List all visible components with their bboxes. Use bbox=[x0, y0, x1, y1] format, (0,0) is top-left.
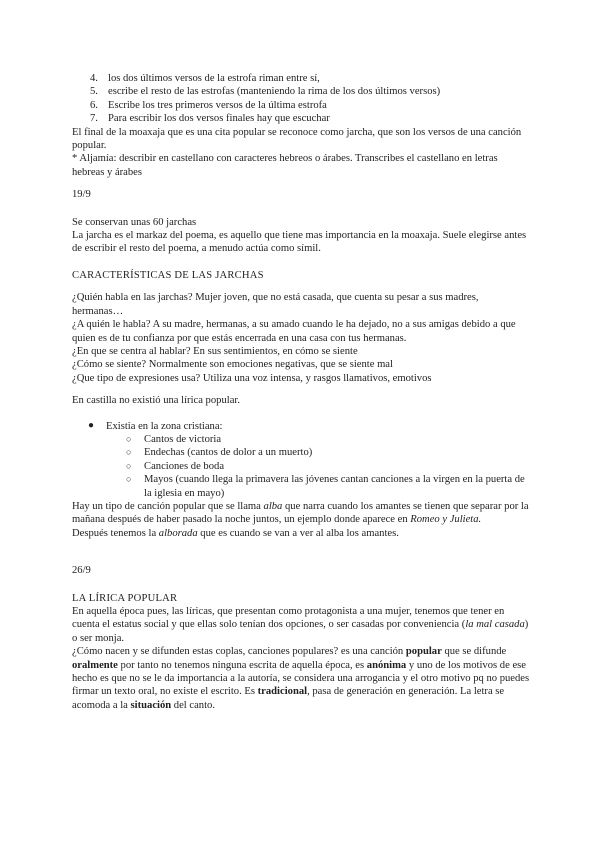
aljamia-note: * Aljamía: describir en castellano con caracteres hebreos o árabes. Transcribes el castellano en letras hebreas y árabes bbox=[72, 153, 498, 178]
bullet-icon: ● bbox=[88, 419, 95, 431]
circle-bullet-icon: ○ bbox=[126, 460, 132, 471]
sub-list-item: ○ Mayos (cuando llega la primavera las jóvenes cantan canciones a la virgen en la puerta de la iglesia en mayo) bbox=[126, 474, 525, 499]
question-line: ¿Que tipo de expresiones usa? Utiliza una voz intensa, y rasgos llamativos, emotivos bbox=[72, 372, 432, 384]
section-heading: LA LÍRICA POPULAR bbox=[72, 592, 178, 604]
question-line: ¿A quién le habla? A su madre, hermanas, a su amado cuando le ha dejado, no a sus amigas debido a que quien es de tu confianza por que estás encerrada en una casa con tus hermanas. bbox=[72, 319, 516, 344]
list-item: 4. los dos últimos versos de la estrofa riman entre sí, bbox=[90, 73, 320, 84]
question-line: ¿Quién habla en las jarchas? Mujer joven, que no está casada, que cuenta su pesar a sus madres, hermanas… bbox=[72, 292, 479, 317]
list-item: 7. Para escribir los dos versos finales hay que escuchar bbox=[90, 113, 330, 125]
sub-list-item: ○ Canciones de boda bbox=[126, 460, 225, 472]
sub-list-item: ○ Cantos de victoria bbox=[126, 433, 222, 445]
section-heading: CARACTERÍSTICAS DE LAS JARCHAS bbox=[72, 269, 264, 281]
list-item: 5. escribe el resto de las estrofas (manteniendo la rima de los dos últimos versos) bbox=[90, 86, 441, 98]
sub-list-item: ○ Endechas (cantos de dolor a un muerto) bbox=[126, 447, 313, 459]
alba-paragraph: Hay un tipo de canción popular que se llama alba que narra cuando los amantes se tienen que separar por la mañana después de haber pasado la noche juntos, un ejemplo donde aparece en Romeo y Julieta. bbox=[72, 500, 529, 526]
paragraph: Se conservan unas 60 jarchas bbox=[72, 216, 197, 228]
question-line: ¿Cómo se siente? Normalmente son emociones negativas, que se siente mal bbox=[72, 359, 393, 371]
date-heading: 19/9 bbox=[72, 189, 91, 201]
bullet-item: ● Existia en la zona cristiana: bbox=[88, 419, 223, 432]
epoca-paragraph: En aquella época pues, las líricas, que presentan como protagonista a una mujer, tenemos que tener en cuenta el estatus social y que ellas solo tenían dos opciones, o ser casadas por conveniencia (la mal casada) o ser monja. bbox=[72, 606, 529, 644]
paragraph: En castilla no existió una lírica popular. bbox=[72, 395, 240, 407]
coplas-paragraph: ¿Cómo nacen y se difunden estas coplas, canciones populares? es una canción popular que se difunde oralmente por tanto no tenemos ninguna escrita de aquella época, es anónima y uno de los motivos de ese hecho es que no se le da importancia a la autoría, se considera una arrogancia y el otro motivo pq no puedes firmar un texto oral, no existe el escrito. Es tradicional, pasa de generación en generación. La letra se acomoda a la situación del canto. bbox=[72, 646, 530, 711]
question-line: ¿En que se centra al hablar? En sus sentimientos, en cómo se siente bbox=[72, 345, 358, 357]
date-heading: 26/9 bbox=[72, 565, 91, 577]
alborada-paragraph: Después tenemos la alborada que es cuando se van a ver al alba los amantes. bbox=[72, 527, 399, 539]
circle-bullet-icon: ○ bbox=[126, 433, 132, 444]
circle-bullet-icon: ○ bbox=[126, 474, 132, 485]
list-item: 6. Escribe los tres primeros versos de la última estrofa bbox=[90, 99, 327, 111]
jarcha-definition: El final de la moaxaja que es una cita popular se reconoce como jarcha, que son los versos de una canción popular. bbox=[72, 126, 522, 152]
circle-bullet-icon: ○ bbox=[126, 447, 132, 458]
document-page bbox=[72, 72, 532, 712]
paragraph: La jarcha es el markaz del poema, es aquello que tiene mas importancia en la moaxaja. Suele elegirse antes de escribir el resto del poema, a menudo actúa como símil. bbox=[72, 230, 527, 255]
